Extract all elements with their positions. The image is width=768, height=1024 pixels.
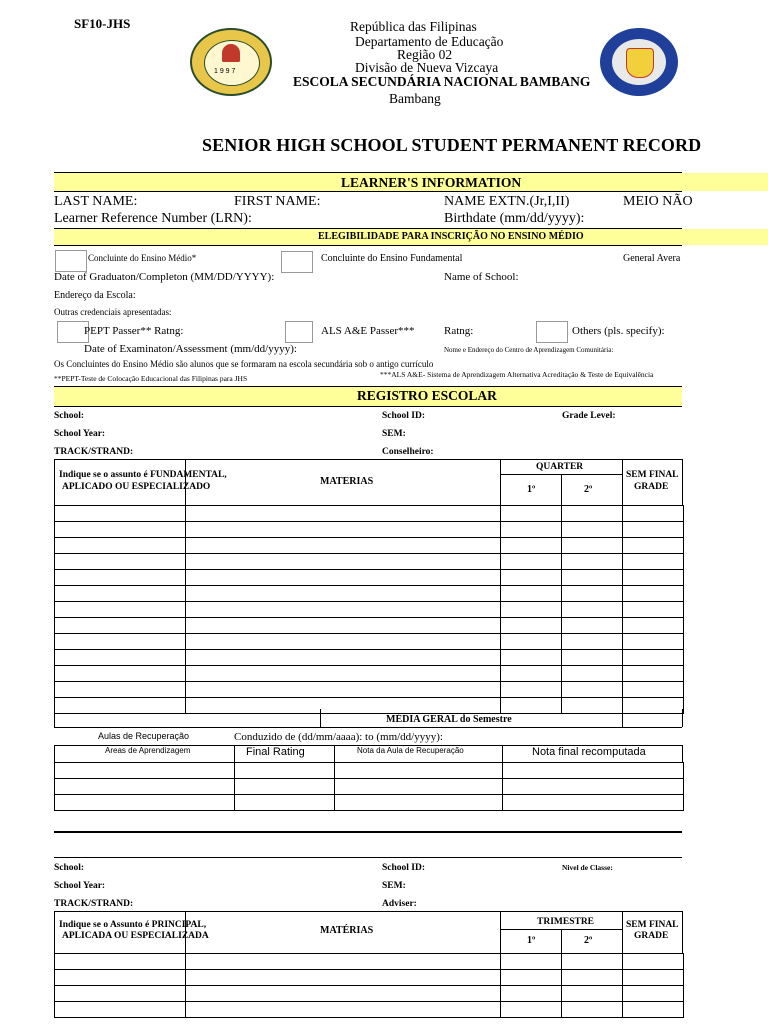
grade-cell[interactable]	[562, 570, 623, 586]
header-town: Bambang	[389, 91, 441, 106]
col-quarter: QUARTER	[536, 462, 584, 472]
grade-cell[interactable]	[335, 763, 503, 779]
table-row	[55, 554, 684, 570]
grade-cell[interactable]	[501, 698, 562, 714]
grade-cell[interactable]	[501, 1002, 562, 1018]
als-label: ALS A&E Passer***	[321, 325, 415, 337]
grade-cell[interactable]	[55, 666, 186, 682]
jhs-completer-label: Concluinte do Ensino Fundamental	[321, 253, 463, 264]
grade-cell[interactable]	[501, 618, 562, 634]
grade-cell[interactable]	[186, 1002, 501, 1018]
sem-label-2: SEM:	[382, 881, 406, 891]
grade-cell[interactable]	[623, 522, 684, 538]
grade-cell[interactable]	[562, 506, 623, 522]
grade-cell[interactable]	[55, 506, 186, 522]
col-subject-type-line2: APLICADO OU ESPECIALIZADO	[62, 482, 211, 492]
grade-cell[interactable]	[623, 506, 684, 522]
remedial-table	[54, 762, 684, 811]
table-row	[55, 682, 684, 698]
grade-cell[interactable]	[562, 986, 623, 1002]
grade-level-label-2: Nivel de Classe:	[562, 863, 613, 872]
final-rating-label: Final Rating	[246, 746, 305, 758]
grade-cell[interactable]	[186, 602, 501, 618]
school-year-label: School Year:	[54, 429, 106, 439]
general-average-label-row: MÉDIA GERAL do Semestre	[386, 714, 512, 725]
col-quarter-2-2: 2º	[584, 935, 593, 946]
school-id-label-2: School ID:	[382, 863, 426, 873]
table-row	[55, 698, 684, 714]
grade-cell[interactable]	[335, 779, 503, 795]
grade-cell[interactable]	[186, 586, 501, 602]
table-row	[55, 650, 684, 666]
header-region: Região 02	[397, 47, 453, 62]
adviser-label-2: Adviser:	[382, 899, 417, 909]
grade-cell[interactable]	[55, 986, 186, 1002]
grade-cell[interactable]	[562, 666, 623, 682]
name-of-school-label: Name of School:	[444, 271, 519, 283]
eligibility-heading: ELEGIBILIDADE PARA INSCRIÇÃO NO ENSINO MÉDIO	[318, 231, 584, 242]
header-school-name: ESCOLA SECUNDÁRIA NACIONAL BAMBANG	[293, 74, 591, 89]
grades-table-1	[54, 505, 684, 714]
header-division: Divisão de Nueva Vizcaya	[355, 60, 499, 75]
table-row	[55, 618, 684, 634]
date-graduation-label: Date of Graduaton/Completon (MM/DD/YYYY):	[54, 271, 275, 283]
col-sem-final-line1: SEM FINAL	[626, 470, 679, 480]
grade-cell[interactable]	[235, 763, 335, 779]
grade-cell[interactable]	[55, 634, 186, 650]
date-exam-label: Date of Examinaton/Assessment (mm/dd/yyyy):	[84, 343, 297, 355]
col-quarter-2-1: 1º	[527, 935, 536, 946]
table-row	[55, 522, 684, 538]
grade-cell[interactable]	[623, 1002, 684, 1018]
grade-cell[interactable]	[503, 795, 684, 811]
note-als: ***ALS A&E- Sistema de Aprendizagem Alternativa Acreditação & Teste de Equivalência	[380, 370, 654, 379]
grade-cell[interactable]	[186, 954, 501, 970]
grade-cell[interactable]	[55, 570, 186, 586]
grade-cell[interactable]	[623, 954, 684, 970]
grade-cell[interactable]	[562, 1002, 623, 1018]
grade-cell[interactable]	[623, 586, 684, 602]
page-title: SENIOR HIGH SCHOOL STUDENT PERMANENT RECORD	[202, 135, 702, 155]
grade-cell[interactable]	[501, 954, 562, 970]
grade-cell[interactable]	[235, 795, 335, 811]
grade-cell[interactable]	[623, 538, 684, 554]
col-sem-final-2-line1: SEM FINAL	[626, 920, 679, 930]
grade-cell[interactable]	[55, 1002, 186, 1018]
grade-cell[interactable]	[623, 634, 684, 650]
grade-cell[interactable]	[55, 954, 186, 970]
table-row	[55, 538, 684, 554]
grade-cell[interactable]	[562, 586, 623, 602]
general-average-label: General Avera	[623, 253, 681, 264]
grade-cell[interactable]	[186, 506, 501, 522]
grade-cell[interactable]	[235, 779, 335, 795]
grade-cell[interactable]	[562, 682, 623, 698]
learner-info-heading: LEARNER'S INFORMATION	[341, 175, 522, 190]
col-sem-final-2-line2: GRADE	[634, 931, 669, 941]
lrn-label: Learner Reference Number (LRN):	[54, 211, 252, 226]
col-subject-type-2-line1: Indique se o Assunto é PRINCIPAL,	[59, 920, 207, 930]
col-sem-final-line2: GRADE	[634, 482, 669, 492]
table-row	[55, 506, 684, 522]
school-label-2: School:	[54, 863, 85, 873]
grade-cell[interactable]	[55, 522, 186, 538]
grade-cell[interactable]	[501, 570, 562, 586]
grade-cell[interactable]	[562, 538, 623, 554]
col-quarter-2-header: TRIMESTRE	[537, 917, 595, 927]
clc-label: Nome e Endereço do Centro de Aprendizagem Comunitária:	[444, 346, 614, 354]
grade-cell[interactable]	[623, 986, 684, 1002]
grade-cell[interactable]	[186, 698, 501, 714]
grade-cell[interactable]	[55, 618, 186, 634]
grade-cell[interactable]	[562, 634, 623, 650]
grade-cell[interactable]	[562, 954, 623, 970]
grade-cell[interactable]	[623, 682, 684, 698]
track-strand-label: TRACK/STRAND:	[54, 447, 134, 457]
deped-seal-logo	[600, 28, 678, 96]
header-republic: República das Filipinas	[350, 19, 477, 34]
grade-cell[interactable]	[186, 554, 501, 570]
grade-cell[interactable]	[501, 986, 562, 1002]
grade-cell[interactable]	[55, 682, 186, 698]
grade-cell[interactable]	[501, 538, 562, 554]
col-quarter-2: 2º	[584, 484, 593, 495]
grade-cell[interactable]	[186, 666, 501, 682]
table-row	[55, 795, 684, 811]
others-label: Others (pls. specify):	[572, 325, 665, 337]
grade-cell[interactable]	[186, 570, 501, 586]
grade-cell[interactable]	[562, 970, 623, 986]
sem-label: SEM:	[382, 429, 406, 439]
grade-cell[interactable]	[623, 570, 684, 586]
table-row	[55, 986, 684, 1002]
grade-cell[interactable]	[501, 682, 562, 698]
grade-cell[interactable]	[503, 779, 684, 795]
grade-cell[interactable]	[562, 522, 623, 538]
grade-cell[interactable]	[623, 666, 684, 682]
remedial-mark-label: Nota da Aula de Recuperação	[357, 746, 464, 755]
grades-table-2	[54, 953, 684, 1018]
grade-cell[interactable]	[562, 618, 623, 634]
table-row	[55, 779, 684, 795]
recomputed-grade-label: Nota final recomputada	[532, 746, 646, 758]
grade-cell[interactable]	[501, 634, 562, 650]
birthdate-label: Birthdate (mm/dd/yyyy):	[444, 211, 585, 226]
seal-year: 1 9 9 7	[214, 68, 236, 75]
table-row	[55, 954, 684, 970]
grade-cell[interactable]	[562, 554, 623, 570]
hs-completer-label: Concluinte do Ensino Médio*	[88, 253, 197, 263]
grade-level-label: Grade Level:	[562, 411, 616, 421]
school-id-label: School ID:	[382, 411, 426, 421]
grade-cell[interactable]	[55, 586, 186, 602]
grade-cell[interactable]	[501, 602, 562, 618]
jhs-completer-checkbox[interactable]	[281, 251, 313, 273]
col-subjects: MATERIAS	[320, 476, 374, 487]
grade-cell[interactable]	[501, 650, 562, 666]
table-row	[55, 602, 684, 618]
table-row	[55, 570, 684, 586]
grade-cell[interactable]	[501, 666, 562, 682]
col-subject-type-2-line2: APLICADA OU ESPECIALIZADA	[62, 931, 209, 941]
grade-cell[interactable]	[562, 650, 623, 666]
grade-cell[interactable]	[186, 618, 501, 634]
pept-label: PEPT Passer** Ratng:	[84, 325, 184, 337]
grade-cell[interactable]	[186, 650, 501, 666]
grade-cell[interactable]	[623, 650, 684, 666]
als-rating-label: Ratng:	[444, 325, 474, 337]
grade-cell[interactable]	[186, 682, 501, 698]
grade-cell[interactable]	[55, 698, 186, 714]
hs-completer-checkbox[interactable]	[55, 250, 87, 272]
grade-cell[interactable]	[623, 554, 684, 570]
grade-cell[interactable]	[55, 650, 186, 666]
grade-cell[interactable]	[562, 602, 623, 618]
grade-cell[interactable]	[55, 554, 186, 570]
grade-cell[interactable]	[335, 795, 503, 811]
note-pept: **PEPT-Teste de Colocação Educacional das Filipinas para JHS	[54, 374, 248, 383]
other-credentials-label: Outras credenciais apresentadas:	[54, 307, 172, 317]
table-row	[55, 586, 684, 602]
grade-cell[interactable]	[623, 618, 684, 634]
col-subject-type-line1: Indique se o assunto é FUNDAMENTAL,	[59, 470, 227, 480]
grade-cell[interactable]	[501, 554, 562, 570]
form-code: SF10-JHS	[74, 16, 131, 31]
grade-cell[interactable]	[55, 795, 235, 811]
first-name-label: FIRST NAME:	[234, 194, 321, 209]
table-row	[55, 634, 684, 650]
school-address-label: Endereço da Escola:	[54, 290, 136, 301]
grade-cell[interactable]	[186, 522, 501, 538]
conducted-from-label: Conduzido de (dd/mm/aaaa): to (mm/dd/yyyy):	[234, 731, 443, 743]
name-extension-label: NAME EXTN.(Jr,I,II)	[444, 194, 570, 209]
grade-cell[interactable]	[562, 698, 623, 714]
grade-cell[interactable]	[186, 986, 501, 1002]
grade-cell[interactable]	[55, 970, 186, 986]
remedial-classes-label: Aulas de Recuperação	[98, 731, 190, 741]
grade-cell[interactable]	[503, 763, 684, 779]
grade-cell[interactable]	[186, 538, 501, 554]
grade-cell[interactable]	[501, 970, 562, 986]
grade-cell[interactable]	[55, 538, 186, 554]
school-year-label-2: School Year:	[54, 881, 106, 891]
adviser-label: Conselheiro:	[382, 447, 434, 457]
als-checkbox[interactable]	[285, 321, 313, 343]
track-strand-label-2: TRACK/STRAND:	[54, 899, 134, 909]
last-name-label: LAST NAME:	[54, 194, 138, 209]
grade-cell[interactable]	[623, 698, 684, 714]
learning-areas-label: Areas de Aprendizagem	[105, 746, 191, 755]
col-quarter-1: 1º	[527, 484, 536, 495]
school-seal-logo	[190, 28, 272, 96]
grade-cell[interactable]	[501, 506, 562, 522]
grade-cell[interactable]	[186, 970, 501, 986]
grade-cell[interactable]	[501, 522, 562, 538]
middle-name-label: MEIO NÃO	[623, 194, 693, 209]
grade-cell[interactable]	[501, 586, 562, 602]
others-checkbox[interactable]	[536, 321, 568, 343]
grade-cell[interactable]	[623, 970, 684, 986]
header-department: Departamento de Educação	[355, 34, 504, 49]
grade-cell[interactable]	[186, 634, 501, 650]
grade-cell[interactable]	[55, 779, 235, 795]
scholastic-heading: REGISTRO ESCOLAR	[357, 388, 497, 403]
note-hs-completers: Os Concluintes do Ensino Médio são alunos que se formaram na escola secundária sob o antigo currículo	[54, 359, 434, 369]
col-subjects-2: MATÉRIAS	[320, 925, 374, 936]
grade-cell[interactable]	[55, 602, 186, 618]
grade-cell[interactable]	[623, 602, 684, 618]
table-row	[55, 970, 684, 986]
school-label: School:	[54, 411, 85, 421]
table-row	[55, 1002, 684, 1018]
table-row	[55, 763, 684, 779]
table-row	[55, 666, 684, 682]
grade-cell[interactable]	[55, 763, 235, 779]
